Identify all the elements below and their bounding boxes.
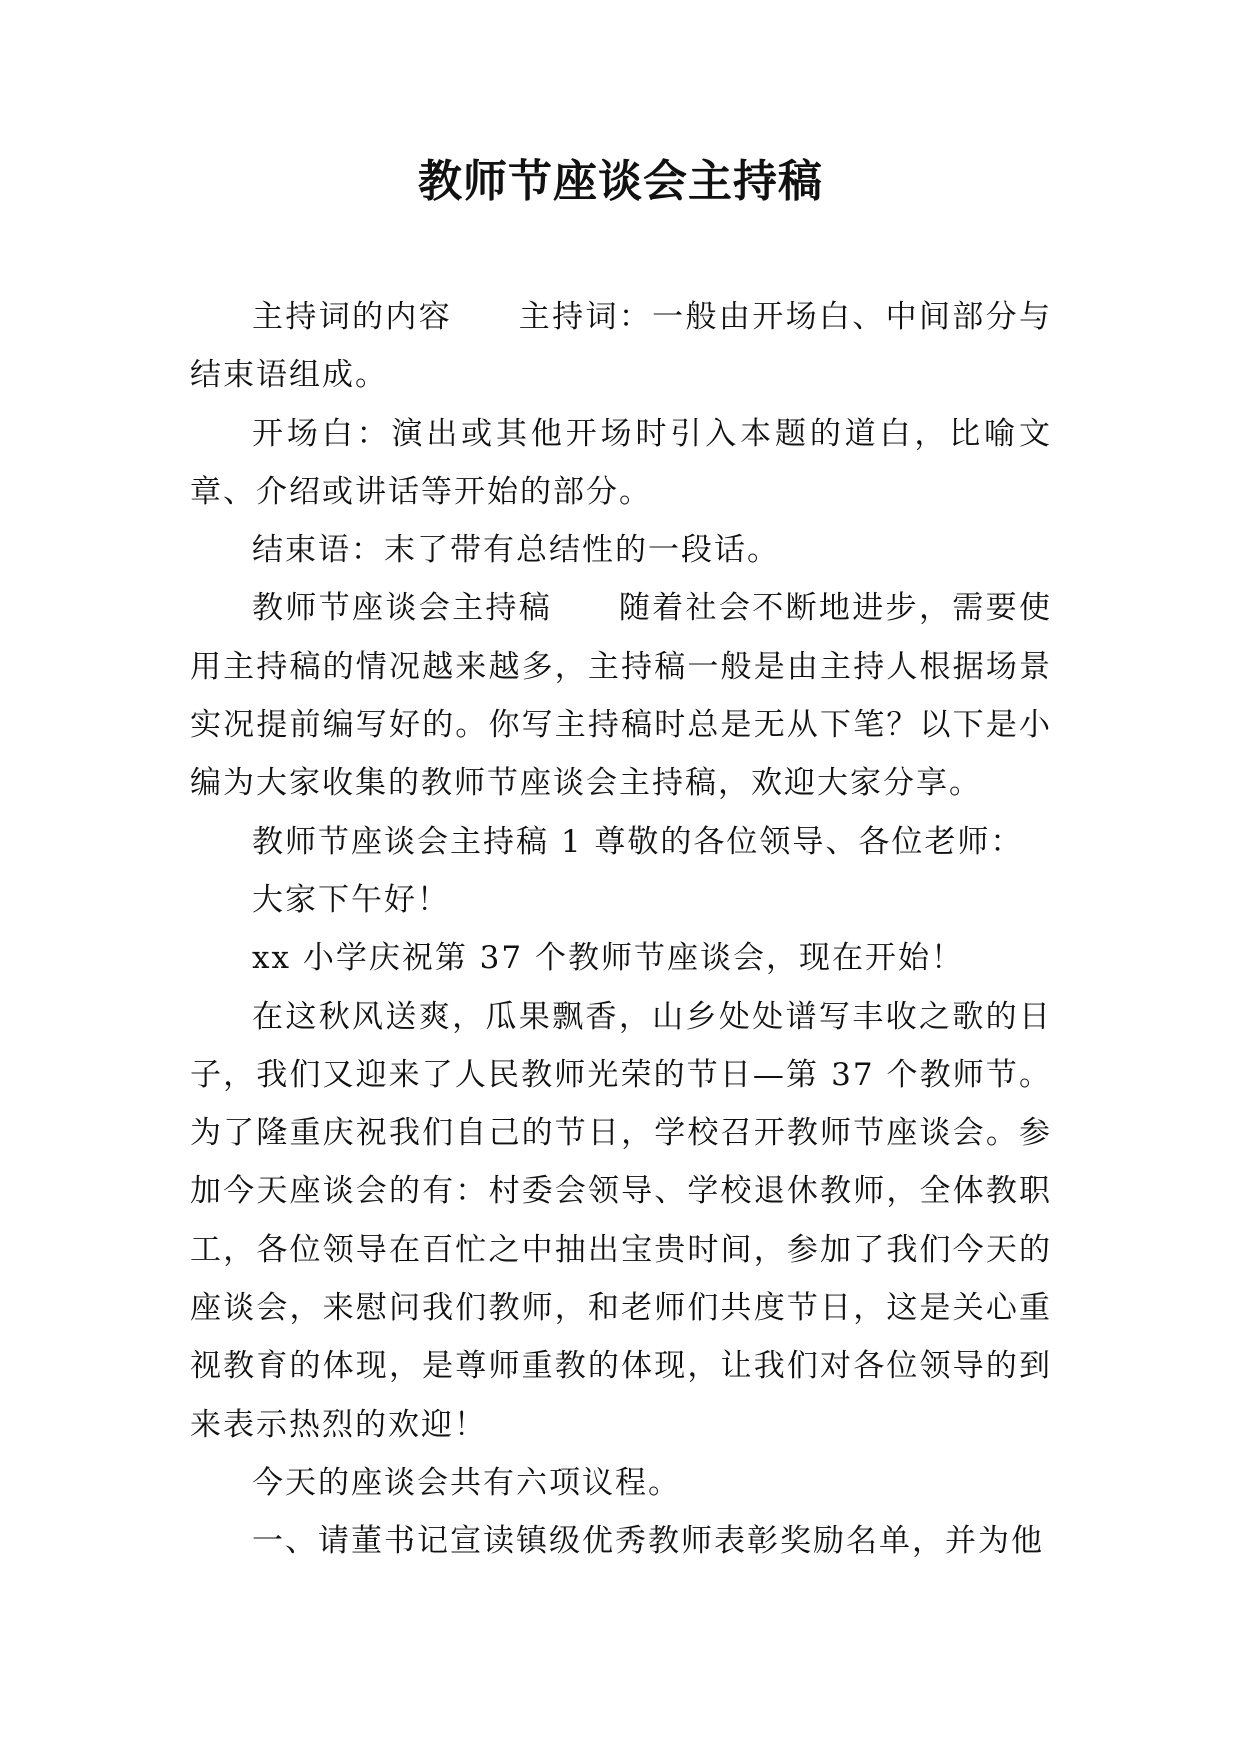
paragraph: 开场白：演出或其他开场时引入本题的道白，比喻文章、介绍或讲话等开始的部分。 xyxy=(190,415,1052,510)
paragraph: 教师节座谈会主持稿 随着社会不断地进步，需要使用主持稿的情况越来越多，主持稿一般是由主持人根据场景实况提前编写好的。你写主持稿时总是无从下笔？以下是小编为大家收集的教师节座谈会主持稿，欢迎大家分享。 xyxy=(190,590,1052,802)
paragraph: 一、请董书记宣读镇级优秀教师表彰奖励名单，并为他 xyxy=(252,1523,1044,1560)
paragraph: 教师节座谈会主持稿 1 尊敬的各位领导、各位老师： xyxy=(252,823,1024,860)
paragraph: 结束语：末了带有总结性的一段话。 xyxy=(252,532,780,569)
paragraph: 大家下午好！ xyxy=(252,881,450,918)
paragraph: 在这秋风送爽，瓜果飘香，山乡处处谱写丰收之歌的日子，我们又迎来了人民教师光荣的节日—第 37 个教师节。为了隆重庆祝我们自己的节日，学校召开教师节座谈会。参加今天座谈会的有：村委会领导、学校退休教师，全体教职工，各位领导在百忙之中抽出宝贵时间，参加了我们今天的座谈会，来慰问我们教师，和老师们共度节日，这是关心重视教育的体现，是尊师重教的体现，让我们对各位领导的到来表示热烈的欢迎！ xyxy=(190,998,1052,1443)
document-title: 教师节座谈会主持稿 xyxy=(418,156,823,207)
paragraph: 主持词的内容 主持词：一般由开场白、中间部分与结束语组成。 xyxy=(190,299,1052,394)
document-body xyxy=(190,288,1052,1571)
paragraph: 今天的座谈会共有六项议程。 xyxy=(252,1464,681,1501)
paragraph: xx 小学庆祝第 37 个教师节座谈会，现在开始！ xyxy=(252,940,964,977)
